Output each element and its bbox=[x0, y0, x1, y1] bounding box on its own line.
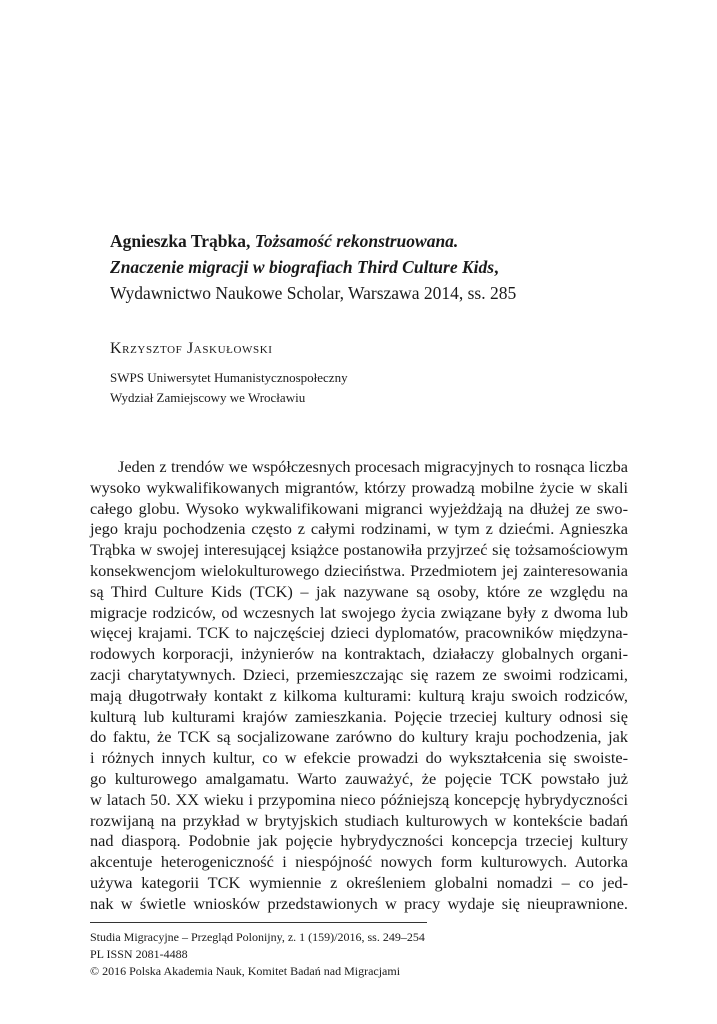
body-line: mają długotrwały kontakt z kilkoma kulturami: kulturą kraju swoich rodziców, bbox=[90, 685, 628, 705]
footer-issn: PL ISSN 2081-4488 bbox=[90, 947, 188, 961]
header-line-1 bbox=[110, 228, 630, 254]
reviewer-name: Krzysztof Jaskułowski bbox=[110, 340, 273, 357]
body-line: zacji charytatywnych. Dzieci, przemieszczając się razem ze swoimi rodzicami, bbox=[90, 664, 628, 684]
footer-divider bbox=[90, 922, 427, 923]
book-title-suffix: , bbox=[494, 257, 499, 277]
body-line: do faktu, że TCK są socjalizowane zarówno do kultury kraju pochodzenia, jak bbox=[90, 727, 628, 747]
book-publisher: Wydawnictwo Naukowe Scholar, Warszawa 2014, ss. 285 bbox=[110, 283, 517, 303]
body-line: migracje rodziców, od wczesnych lat swojego życia związane były z dwoma lub bbox=[90, 602, 628, 622]
book-author: Agnieszka Trąbka, bbox=[110, 231, 251, 251]
reviewer-block bbox=[110, 338, 590, 408]
body-line: akcentuje heterogeniczność i niespójność nowych form kulturowych. Autorka bbox=[90, 852, 628, 872]
book-title-part2: Znaczenie migracji w biografiach Third Culture Kids bbox=[110, 257, 495, 277]
body-line: wysoko wykwalifikowanych migrantów, którzy prowadzą mobilne życie w skali bbox=[90, 477, 628, 497]
body-line: są Third Culture Kids (TCK) – jak nazywane są osoby, które ze względu na bbox=[90, 581, 628, 601]
header-line-2 bbox=[110, 254, 630, 280]
body-line: w latach 50. XX wieku i przypomina nieco późniejszą koncepcję hybrydyczności bbox=[90, 789, 628, 809]
body-line: nak w świetle wniosków przedstawionych w pracy wydaje się nieuprawnione. bbox=[90, 893, 628, 913]
body-line: całego globu. Wysoko wykwalifikowani migranci wyjeżdżają na dłużej ze swo- bbox=[90, 498, 628, 518]
body-line: go kulturowego amalgamatu. Warto zauważyć, że pojęcie TCK powstało już bbox=[90, 768, 628, 788]
reviewer-affiliation-1: SWPS Uniwersytet Humanistycznospołeczny bbox=[110, 370, 348, 385]
body-line: i różnych innych kultur, co w efekcie prowadzi do wykształcenia się swoiste- bbox=[90, 748, 628, 768]
body-line: więcej krajami. TCK to najczęściej dzieci dyplomatów, pracowników międzyna- bbox=[90, 623, 628, 643]
page-footer bbox=[90, 929, 590, 980]
body-line: nad diasporą. Podobnie jak pojęcie hybrydyczności koncepcja trzeciej kultury bbox=[90, 831, 628, 851]
body-line: jego kraju pochodzenia często z całymi rodzinami, w tym z dziećmi. Agnieszka bbox=[90, 519, 628, 539]
reviewer-affiliation-2: Wydział Zamiejscowy we Wrocławiu bbox=[110, 390, 306, 405]
body-line: rozwijaną na przykład w brytyjskich studiach kulturowych w kontekście badań bbox=[90, 810, 628, 830]
body-line: kulturą lub kulturami krajów zamieszkania. Pojęcie trzeciej kultury odnosi się bbox=[90, 706, 628, 726]
review-header bbox=[110, 228, 630, 306]
footer-journal: Studia Migracyjne – Przegląd Polonijny, z. 1 (159)/2016, ss. 249–254 bbox=[90, 930, 425, 944]
body-line: Jeden z trendów we współczesnych procesach migracyjnych to rosnąca liczba bbox=[118, 457, 628, 476]
book-title-part1: Tożsamość rekonstruowana. bbox=[254, 231, 459, 251]
body-line: Trąbka w swojej interesującej książce postanowiła przyjrzeć się tożsamościowym bbox=[90, 540, 628, 560]
footer-copyright: © 2016 Polska Akademia Nauk, Komitet Badań nad Migracjami bbox=[90, 964, 401, 978]
body-line: używa kategorii TCK wymiennie z określeniem globalni nomadzi – co jed- bbox=[90, 872, 628, 892]
body-paragraph bbox=[90, 457, 628, 915]
body-line: konsekwencjom wielokulturowego dzieciństwa. Przedmiotem jej zainteresowania bbox=[90, 560, 628, 580]
body-line: rodowych korporacji, inżynierów na kontraktach, działaczy globalnych organi- bbox=[90, 644, 628, 664]
